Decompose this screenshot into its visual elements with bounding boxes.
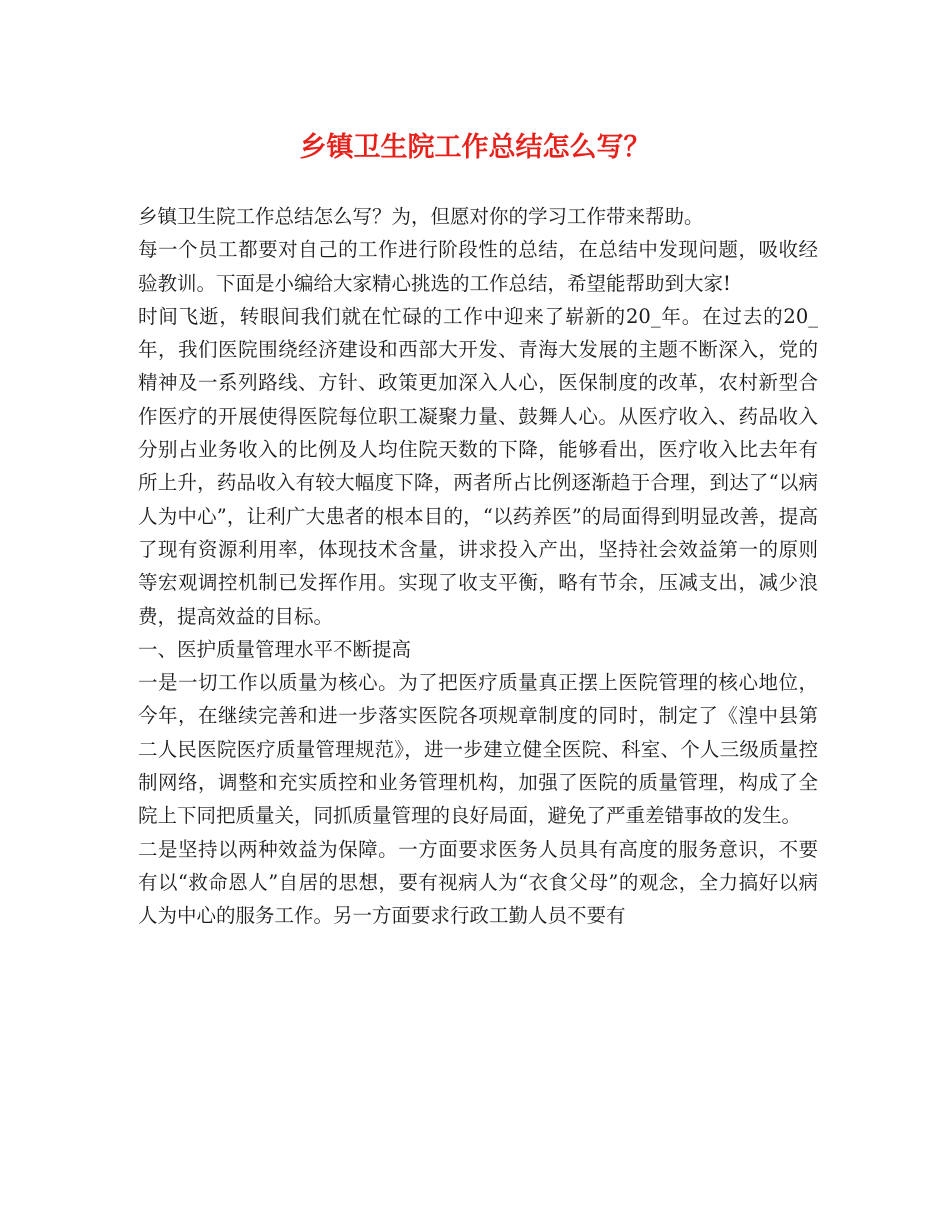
paragraph-two-benefits: 二是坚持以两种效益为保障。一方面要求医务人员具有高度的服务意识，不要有以“救命恩人”自居的思想，要有视病人为“衣食父母”的观念，全力搞好以病人为中心的服务工作。另一方面要求行政工勤人员不要有 — [138, 837, 818, 928]
paragraph-intro: 乡镇卫生院工作总结怎么写？为，但愿对你的学习工作带来帮助。 — [138, 205, 704, 228]
paragraph-overview: 时间飞逝，转眼间我们就在忙碌的工作中迎来了崭新的20_年。在过去的20_年，我们医院围绕经济建设和西部大开发、青海大发展的主题不断深入，党的精神及一系列路线、方针、政策更加深入人心，医保制度的改革，农村新型合作医疗的开展使得医院每位职工凝聚力量、鼓舞人心。从医疗收入、药品收入分别占业务收入的比例及人均住院天数的下降，能够看出，医疗收入比去年有所上升，药品收入有较大幅度下降，两者所占比例逐渐趋于合理，到达了“以病人为中心”，让利广大患者的根本目的，“以药养医”的局面得到明显改善，提高了现有资源利用率，体现技术含量，讲求投入产出，坚持社会效益第一的原则等宏观调控机制已发挥作用。实现了收支平衡，略有节余，压减支出，减少浪费，提高效益的目标。 — [138, 304, 818, 628]
section-heading-1: 一、医护质量管理水平不断提高 — [138, 637, 412, 661]
document-body — [138, 200, 818, 933]
document-title: 乡镇卫生院工作总结怎么写？ — [299, 132, 651, 163]
paragraph-quality-core: 一是一切工作以质量为核心。为了把医疗质量真正摆上医院管理的核心地位，今年，在继续完善和进一步落实医院各项规章制度的同时，制定了《湟中县第二人民医院医疗质量管理规范》，进一步建立健全医院、科室、个人三级质量控制网络，调整和充实质控和业务管理机构，加强了医院的质量管理，构成了全院上下同把质量关，同抓质量管理的良好局面，避免了严重差错事故的发生。 — [138, 671, 818, 828]
paragraph-preface: 每一个员工都要对自己的工作进行阶段性的总结，在总结中发现问题，吸收经验教训。下面是小编给大家精心挑选的工作总结，希望能帮助到大家! — [138, 238, 818, 295]
